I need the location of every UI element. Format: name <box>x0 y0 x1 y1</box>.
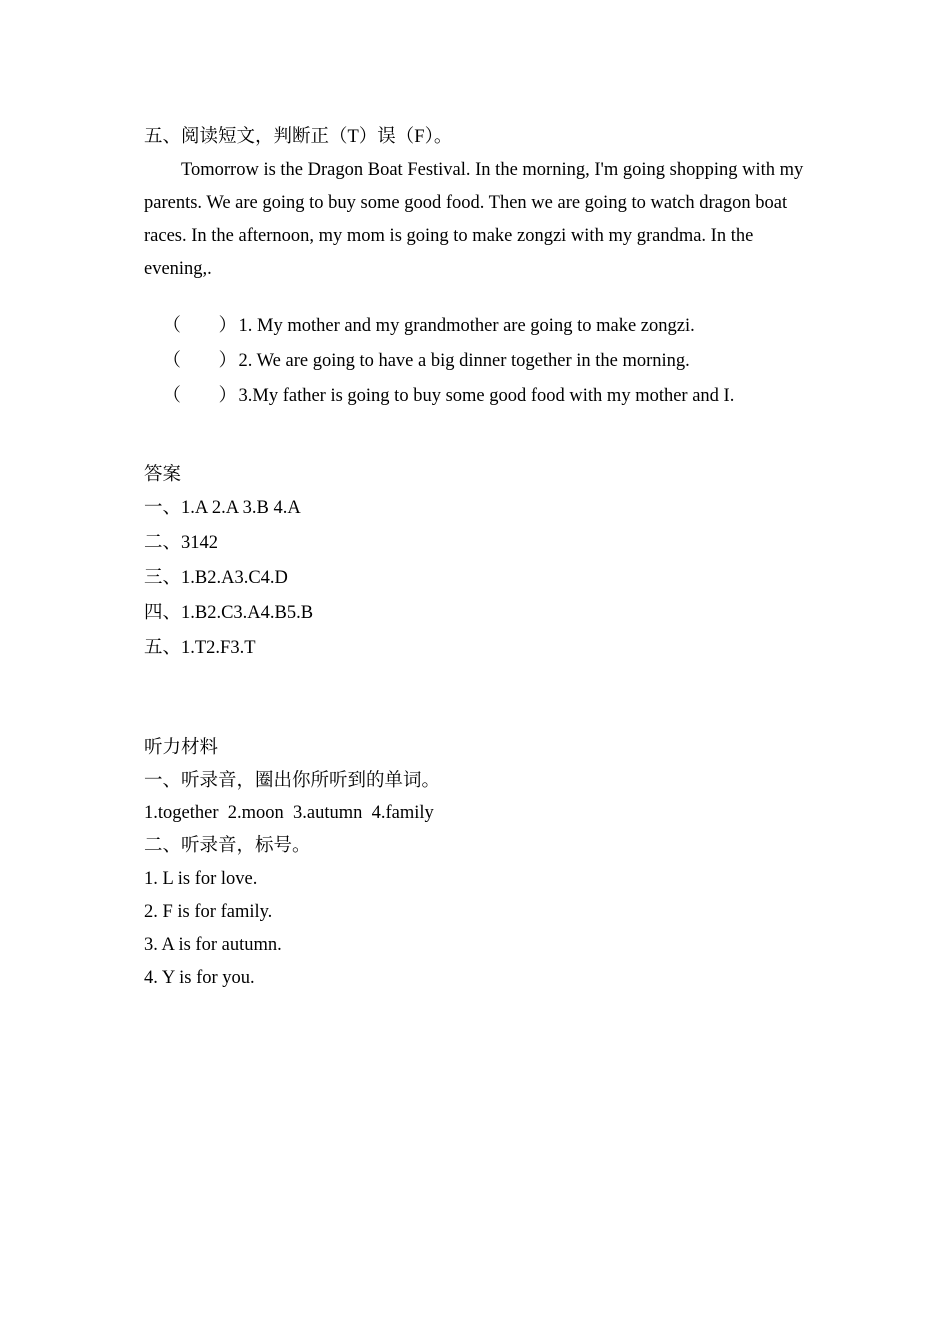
answer-paren-open: （ <box>162 316 182 336</box>
answer-line: 一、1.A 2.A 3.B 4.A <box>144 498 301 518</box>
listening-part1-words: 1.together 2.moon 3.autumn 4.family <box>144 803 434 823</box>
question-text: 1. My mother and my grandmother are going to make zongzi. <box>238 316 695 336</box>
answer-line: 三、1.B2.A3.C4.D <box>144 568 288 588</box>
answer-paren-open: （ <box>162 351 182 371</box>
listening-part1-heading: 一、听录音，圈出你所听到的单词。 <box>144 771 441 791</box>
question-row <box>144 363 734 429</box>
question-text: 2. We are going to have a big dinner together in the morning. <box>238 351 690 371</box>
section5-heading: 五、阅读短文，判断正（T）误（F）。 <box>144 127 453 147</box>
listening-line: 1. L is for love. <box>144 869 258 889</box>
listening-line: 4. Y is for you. <box>144 968 255 988</box>
answers-title: 答案 <box>144 465 182 485</box>
listening-title: 听力材料 <box>144 738 219 758</box>
listening-line: 2. F is for family. <box>144 902 273 922</box>
answer-line: 二、3142 <box>144 533 219 553</box>
question-text: 3.My father is going to buy some good food with my mother and I. <box>238 386 735 406</box>
answer-paren-close: ） <box>218 386 238 406</box>
answer-line: 四、1.B2.C3.A4.B5.B <box>144 603 314 623</box>
listening-line: 3. A is for autumn. <box>144 935 282 955</box>
listening-part2-heading: 二、听录音，标号。 <box>144 836 311 856</box>
answer-paren-open: （ <box>162 386 182 406</box>
answer-line: 五、1.T2.F3.T <box>144 638 256 658</box>
answer-paren-close: ） <box>218 351 238 371</box>
reading-passage: Tomorrow is the Dragon Boat Festival. In the morning, I'm going shopping with my parents. We are going to buy some good food. Then we are going to watch dragon boat races. In the afternoon, my mom is going to make zongzi with my grandma. In the evening,. <box>144 160 804 279</box>
answer-paren-close: ） <box>218 316 238 336</box>
